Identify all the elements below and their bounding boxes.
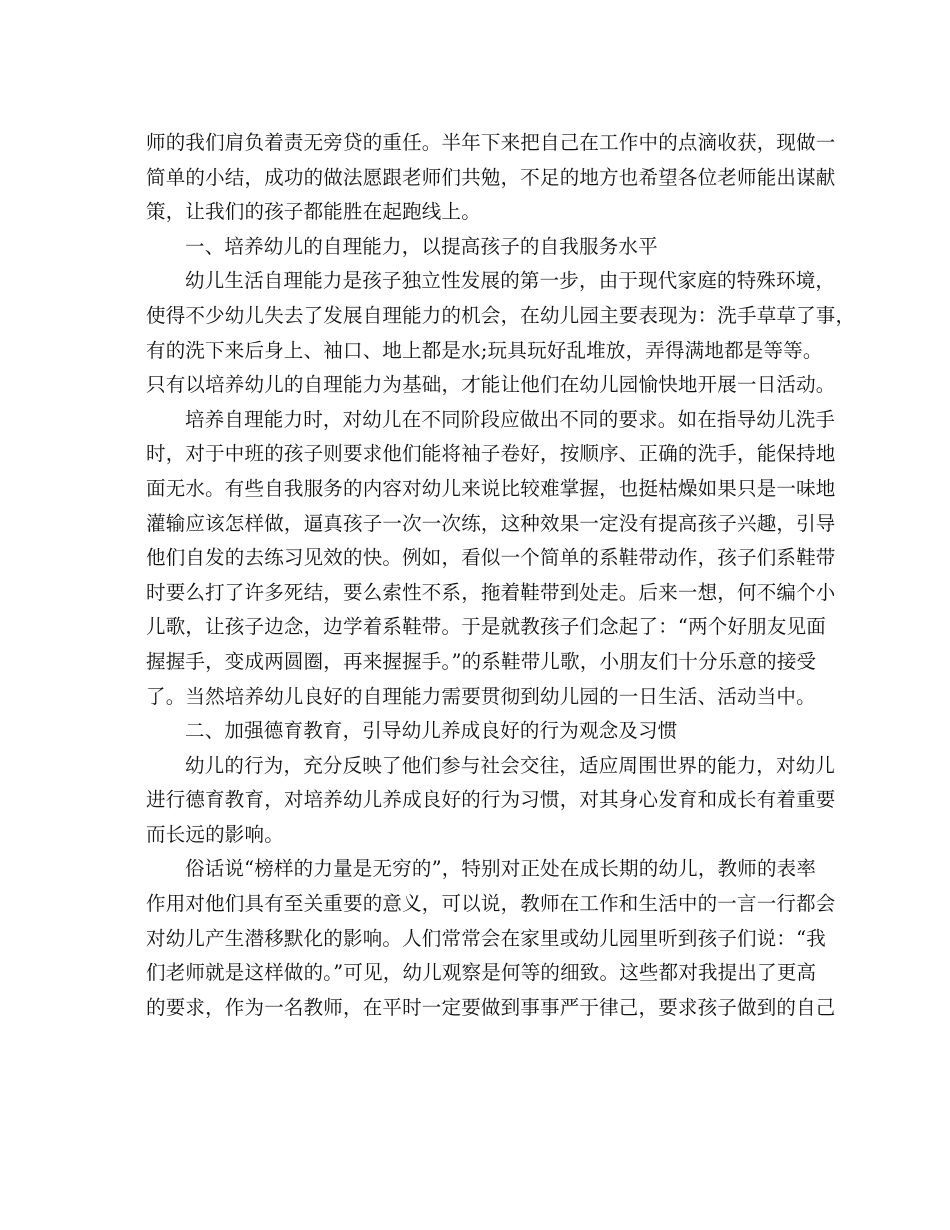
text-line: 握握手，变成两圆圈，再来握握手。”的系鞋带儿歌，小朋友们十分乐意的接受 [146, 649, 817, 673]
text-line: 的要求，作为一名教师，在平时一定要做到事事严于律己，要求孩子做到的自己 [146, 995, 836, 1019]
text-line: 有的洗下来后身上、袖口、地上都是水;玩具玩好乱堆放，弄得满地都是等等。 [146, 338, 823, 362]
text-line: 时，对于中班的孩子则要求他们能将袖子卷好，按顺序、正确的洗手，能保持地 [146, 442, 836, 466]
text-line: 只有以培养幼儿的自理能力为基础，才能让他们在幼儿园愉快地开展一日活动。 [146, 373, 836, 397]
text-line: 师的我们肩负着责无旁贷的重任。半年下来把自己在工作中的点滴收获，现做一 [146, 131, 836, 154]
document-body [146, 126, 856, 1025]
paragraph-role-model [146, 852, 836, 1025]
paragraph-self-care-intro [146, 264, 856, 402]
text-line: 儿歌，让孩子边念，边学着系鞋带。于是就教孩子们念起了：“两个好朋友见面 [146, 615, 826, 639]
text-line: 幼儿生活自理能力是孩子独立性发展的第一步，由于现代家庭的特殊环境， [185, 269, 836, 293]
text-line: 策，让我们的孩子都能胜在起跑线上。 [146, 200, 481, 224]
text-line: 使得不少幼儿失去了发展自理能力的机会，在幼儿园主要表现为：洗手草草了事， [146, 303, 856, 327]
text-line: 时要么打了许多死结，要么索性不系，拖着鞋带到处走。后来一想，何不编个小 [146, 580, 836, 604]
paragraph-moral-education-intro [146, 749, 836, 853]
heading-text: 二、加强德育教育，引导幼儿养成良好的行为观念及习惯 [185, 719, 678, 743]
text-line: 们老师就是这样做的。”可见，幼儿观察是何等的细致。这些都对我提出了更高 [146, 961, 817, 985]
text-line: 他们自发的去练习见效的快。例如，看似一个简单的系鞋带动作，孩子们系鞋带 [146, 546, 836, 570]
text-line: 简单的小结，成功的做法愿跟老师们共勉，不足的地方也希望各位老师能出谋献 [146, 165, 836, 189]
text-line: 俗话说“榜样的力量是无穷的”，特别对正处在成长期的幼儿，教师的表率 [185, 857, 817, 881]
text-line: 对幼儿产生潜移默化的影响。人们常常会在家里或幼儿园里听到孩子们说：“我 [146, 926, 826, 950]
heading-text: 一、培养幼儿的自理能力，以提高孩子的自我服务水平 [185, 234, 658, 258]
text-line: 进行德育教育，对培养幼儿养成良好的行为习惯，对其身心发育和成长有着重要 [146, 788, 836, 812]
paragraph-self-care-methods [146, 403, 836, 714]
text-line: 培养自理能力时，对幼儿在不同阶段应做出不同的要求。如在指导幼儿洗手 [185, 407, 836, 431]
text-line: 作用对他们具有至关重要的意义，可以说，教师在工作和生活中的一言一行都会 [146, 892, 836, 916]
text-line: 了。当然培养幼儿良好的自理能力需要贯彻到幼儿园的一日生活、活动当中。 [146, 684, 816, 708]
text-line: 而长远的影响。 [146, 822, 284, 846]
section-heading-moral-education [146, 714, 808, 749]
paragraph-intro-continuation [146, 126, 836, 230]
section-heading-self-care [146, 230, 808, 265]
text-line: 面无水。有些自我服务的内容对幼儿来说比较难掌握，也挺枯燥如果只是一味地 [146, 476, 836, 500]
text-line: 灌输应该怎样做，逼真孩子一次一次练，这种效果一定没有提高孩子兴趣，引导 [146, 511, 836, 535]
text-line: 幼儿的行为，充分反映了他们参与社会交往，适应周围世界的能力，对幼儿 [185, 753, 836, 777]
